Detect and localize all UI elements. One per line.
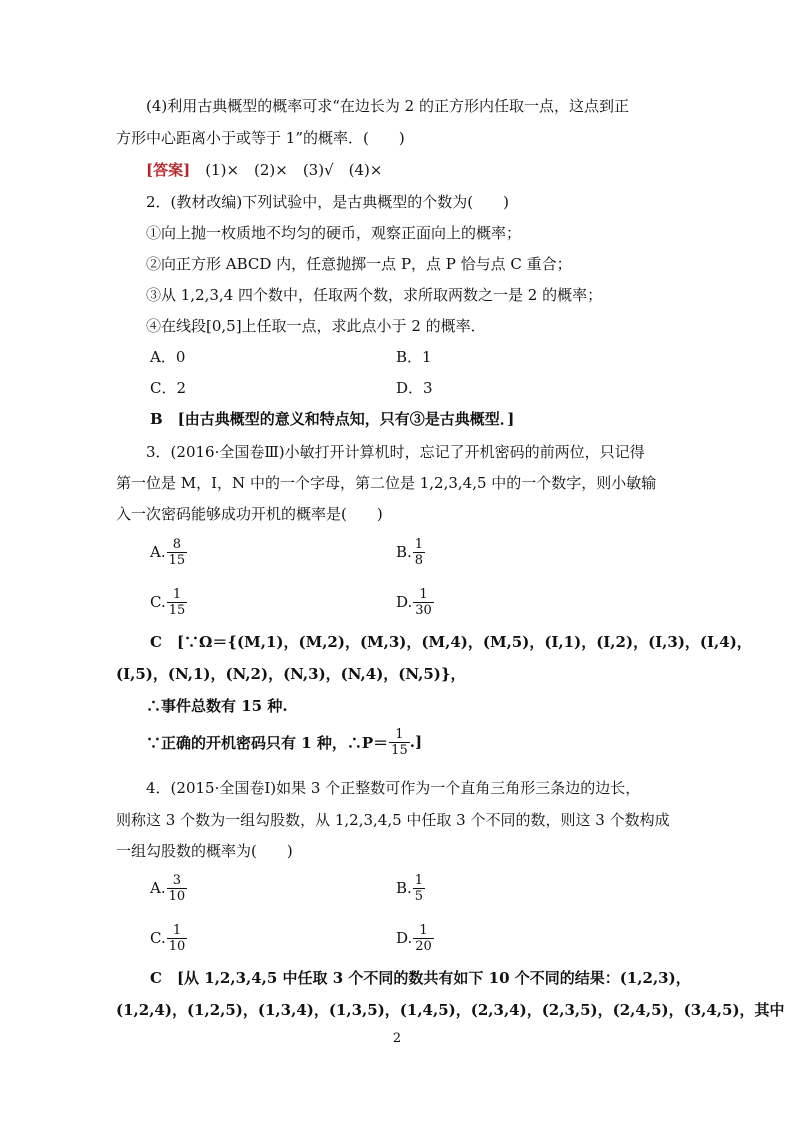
q3-option-d (396, 582, 434, 622)
q3-solution-line2: (I,5)，(N,1)，(N,2)，(N,3)，(N,4)，(N,5)}， (116, 665, 466, 683)
q4-line2: 则称这 3 个数为一组勾股数，从 1,2,3,4,5 中任取 3 个不同的数，则这 3 个数构成 (116, 811, 670, 829)
page-number: 2 (392, 1031, 402, 1046)
fraction (413, 587, 434, 618)
fraction (167, 587, 188, 618)
q4-line1: 4．(2015·全国卷Ⅰ)如果 3 个正整数可作为一个直角三角形三条边的边长， (146, 779, 641, 797)
denominator: 15 (391, 742, 408, 758)
q2-item-4: ④在线段[0,5]上任取一点，求此点小于 2 的概率． (146, 317, 486, 335)
numerator: 1 (389, 727, 410, 743)
option-label: C. (150, 929, 166, 947)
q2-option-a: A．0 (150, 348, 186, 366)
q4-option-c (150, 918, 187, 958)
q3-line1: 3．(2016·全国卷Ⅲ)小敏打开计算机时，忘记了开机密码的前两位，只记得 (146, 443, 645, 461)
numerator: 1 (414, 872, 424, 888)
q3-line3: 入一次密码能够成功开机的概率是( ) (116, 505, 383, 523)
fraction (389, 727, 410, 758)
denominator: 15 (168, 552, 186, 568)
q4-option-a (150, 868, 187, 908)
q3-solution-line4 (146, 722, 422, 762)
q3-option-a (150, 532, 187, 572)
q3-solution-line3: ∴事件总数有 15 种. (146, 697, 288, 715)
question-4-prev-line2: 方形中心距离小于或等于 1”的概率．( ) (116, 129, 405, 147)
q4-solution-line1: C [从 1,2,3,4,5 中任取 3 个不同的数共有如下 10 个不同的结果：(1,2,3)， (150, 969, 691, 987)
option-label: C. (150, 593, 166, 611)
q2-item-3: ③从 1,2,3,4 四个数中，任取两个数，求所取两数之一是 2 的概率； (146, 286, 603, 304)
answer-row (146, 160, 382, 180)
answer-text: (1)× (2)× (3)√ (4)× (190, 161, 383, 179)
option-label: B. (396, 543, 412, 561)
option-label: D. (396, 929, 413, 947)
solution-end: .] (409, 733, 423, 751)
q2-solution: B [由古典概型的意义和特点知，只有③是古典概型．] (150, 410, 515, 428)
q3-option-b (396, 532, 425, 572)
fraction (413, 537, 425, 568)
numerator: 1 (414, 536, 424, 552)
q4-solution-line2: (1,2,4)，(1,2,5)，(1,3,4)，(1,3,5)，(1,4,5)，(2,3,4)，(2,3,5)，(2,4,5)，(3,4,5)，其中 (116, 1001, 785, 1019)
q2-item-1: ①向上抛一枚质地不均匀的硬币，观察正面向上的概率； (146, 224, 522, 242)
q3-solution-line1: C [∵Ω＝{(M,1)，(M,2)，(M,3)，(M,4)，(M,5)，(I,1)，(I,2)，(I,3)，(I,4)， (150, 633, 752, 651)
solution-text: ∵正确的开机密码只有 1 种，∴P＝ (146, 733, 389, 752)
denominator: 5 (414, 888, 424, 904)
fraction (413, 873, 425, 904)
option-label: A. (150, 543, 166, 561)
q2-option-b: B．1 (396, 348, 432, 366)
fraction (167, 923, 188, 954)
q4-line3: 一组勾股数的概率为( ) (116, 842, 293, 860)
option-label: A. (150, 879, 166, 897)
fraction (167, 873, 188, 904)
question-4-prev-line1: (4)利用古典概型的概率可求“在边长为 2 的正方形内任取一点，这点到正 (146, 97, 629, 115)
q4-option-b (396, 868, 425, 908)
q3-line2: 第一位是 M，I，N 中的一个字母，第二位是 1,2,3,4,5 中的一个数字，则小敏输 (116, 474, 657, 492)
numerator: 3 (167, 873, 188, 889)
numerator: 1 (413, 587, 434, 603)
denominator: 20 (415, 938, 432, 954)
denominator: 10 (168, 938, 186, 954)
q2-option-d: D．3 (396, 379, 433, 397)
q3-option-c (150, 582, 187, 622)
answer-tag: [答案] (146, 161, 191, 179)
numerator: 1 (413, 923, 434, 939)
numerator: 8 (167, 537, 188, 553)
numerator: 1 (167, 923, 188, 939)
numerator: 1 (167, 587, 188, 603)
q2-stem: 2．(教材改编)下列试验中，是古典概型的个数为( ) (146, 193, 509, 211)
fraction (413, 923, 434, 954)
q2-option-c: C．2 (150, 379, 187, 397)
fraction (167, 537, 188, 568)
q2-item-2: ②向正方形 ABCD 内，任意抛掷一点 P，点 P 恰与点 C 重合； (146, 255, 572, 273)
denominator: 10 (168, 888, 186, 904)
option-label: B. (396, 879, 412, 897)
option-label: D. (396, 593, 413, 611)
denominator: 30 (415, 602, 432, 618)
q4-option-d (396, 918, 434, 958)
denominator: 15 (168, 602, 186, 618)
denominator: 8 (414, 552, 424, 568)
